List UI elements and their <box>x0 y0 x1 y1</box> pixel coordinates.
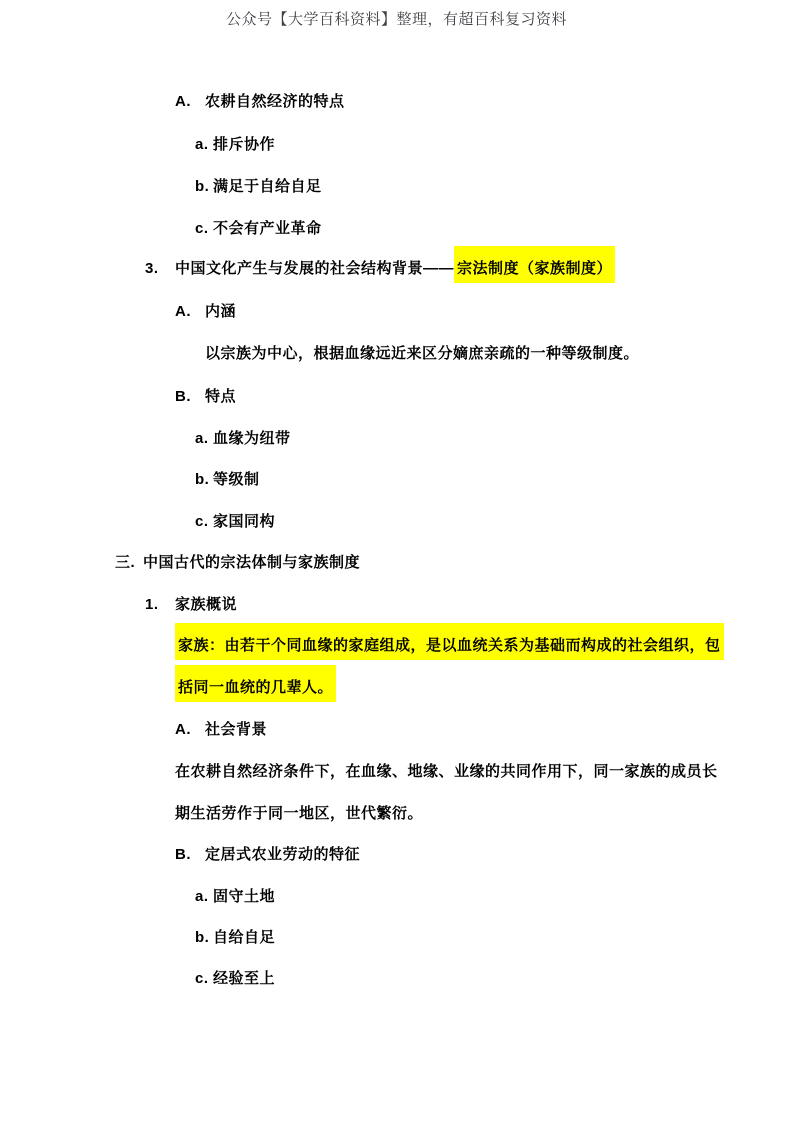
item-label: b. <box>195 929 210 946</box>
item-label: a. <box>195 136 209 153</box>
item-text: 不会有产业革命 <box>213 220 322 237</box>
item-text: 排斥协作 <box>213 136 276 153</box>
item-text: 家族概说 <box>175 596 238 613</box>
item-label: c. <box>195 513 209 530</box>
outline-item-c-no-industrial-revolution <box>195 219 322 239</box>
item-label: 1. <box>145 596 159 613</box>
item-text: 特点 <box>205 388 237 405</box>
paragraph-text: 期生活劳作于同一地区，世代繁衍。 <box>175 805 424 822</box>
outline-item-A-social-background <box>175 720 267 740</box>
outline-item-A-agrarian-economy <box>175 92 345 112</box>
item-label: A. <box>175 93 191 110</box>
item-text: 定居式农业劳动的特征 <box>205 846 361 863</box>
outline-item-B-settled-farming-features <box>175 845 360 865</box>
highlighted-paragraph-family-definition-line2 <box>175 678 336 698</box>
item-label: A. <box>175 721 191 738</box>
highlighted-paragraph-family-definition-line1 <box>175 636 724 656</box>
item-text: 社会背景 <box>205 721 268 738</box>
item-label: a. <box>195 888 209 905</box>
item-text: 血缘为纽带 <box>213 430 291 447</box>
item-text: 满足于自给自足 <box>213 178 322 195</box>
outline-item-3-social-structure-background <box>145 259 615 279</box>
item-text: 中国文化产生与发展的社会结构背景—— <box>175 260 455 277</box>
outline-section-3-zongfa-and-family-system <box>115 553 360 573</box>
item-label: B. <box>175 846 191 863</box>
outline-item-a-reject-cooperation <box>195 135 275 155</box>
paragraph-social-background-line1 <box>175 762 718 782</box>
outline-item-1-family-overview <box>145 595 237 615</box>
paragraph-text: 以宗族为中心，根据血缘远近来区分嫡庶亲疏的一种等级制度。 <box>205 345 640 362</box>
page-header-note: 公众号【大学百科资料】整理，有超百科复习资料 <box>225 12 567 28</box>
paragraph-zongfa-definition <box>205 344 639 364</box>
highlighted-text: 括同一血统的几辈人。 <box>175 665 336 702</box>
item-label: 三. <box>115 554 136 571</box>
item-label: A. <box>175 303 191 320</box>
item-label: b. <box>195 178 210 195</box>
paragraph-text: 在农耕自然经济条件下，在血缘、地缘、业缘的共同作用下，同一家族的成员长 <box>175 763 718 780</box>
highlighted-text: 家族：由若干个同血缘的家庭组成，是以血统关系为基础而构成的社会组织，包 <box>175 623 724 660</box>
item-text: 固守土地 <box>213 888 276 905</box>
item-label: B. <box>175 388 191 405</box>
item-text: 等级制 <box>213 471 260 488</box>
outline-item-c-family-state-isomorphism <box>195 512 275 532</box>
item-label: 3. <box>145 260 159 277</box>
item-label: c. <box>195 970 209 987</box>
item-text: 自给自足 <box>213 929 276 946</box>
outline-item-A-connotation <box>175 302 236 322</box>
highlighted-phrase-zongfa-system: 宗法制度（家族制度） <box>454 246 615 283</box>
outline-item-c-experience-first <box>195 969 275 989</box>
item-text: 中国古代的宗法体制与家族制度 <box>143 554 361 571</box>
outline-item-b-hierarchy <box>195 470 260 490</box>
outline-item-a-cling-to-land <box>195 887 275 907</box>
item-text: 家国同构 <box>213 513 276 530</box>
item-label: c. <box>195 220 209 237</box>
outline-item-b-self-sufficiency <box>195 177 322 197</box>
item-label: a. <box>195 430 209 447</box>
item-text: 内涵 <box>205 303 237 320</box>
outline-item-a-blood-ties <box>195 429 291 449</box>
item-text: 农耕自然经济的特点 <box>205 93 345 110</box>
item-label: b. <box>195 471 210 488</box>
paragraph-social-background-line2 <box>175 804 423 824</box>
item-text: 经验至上 <box>213 970 276 987</box>
outline-item-B-characteristics <box>175 387 236 407</box>
outline-item-b-self-sufficient <box>195 928 275 948</box>
